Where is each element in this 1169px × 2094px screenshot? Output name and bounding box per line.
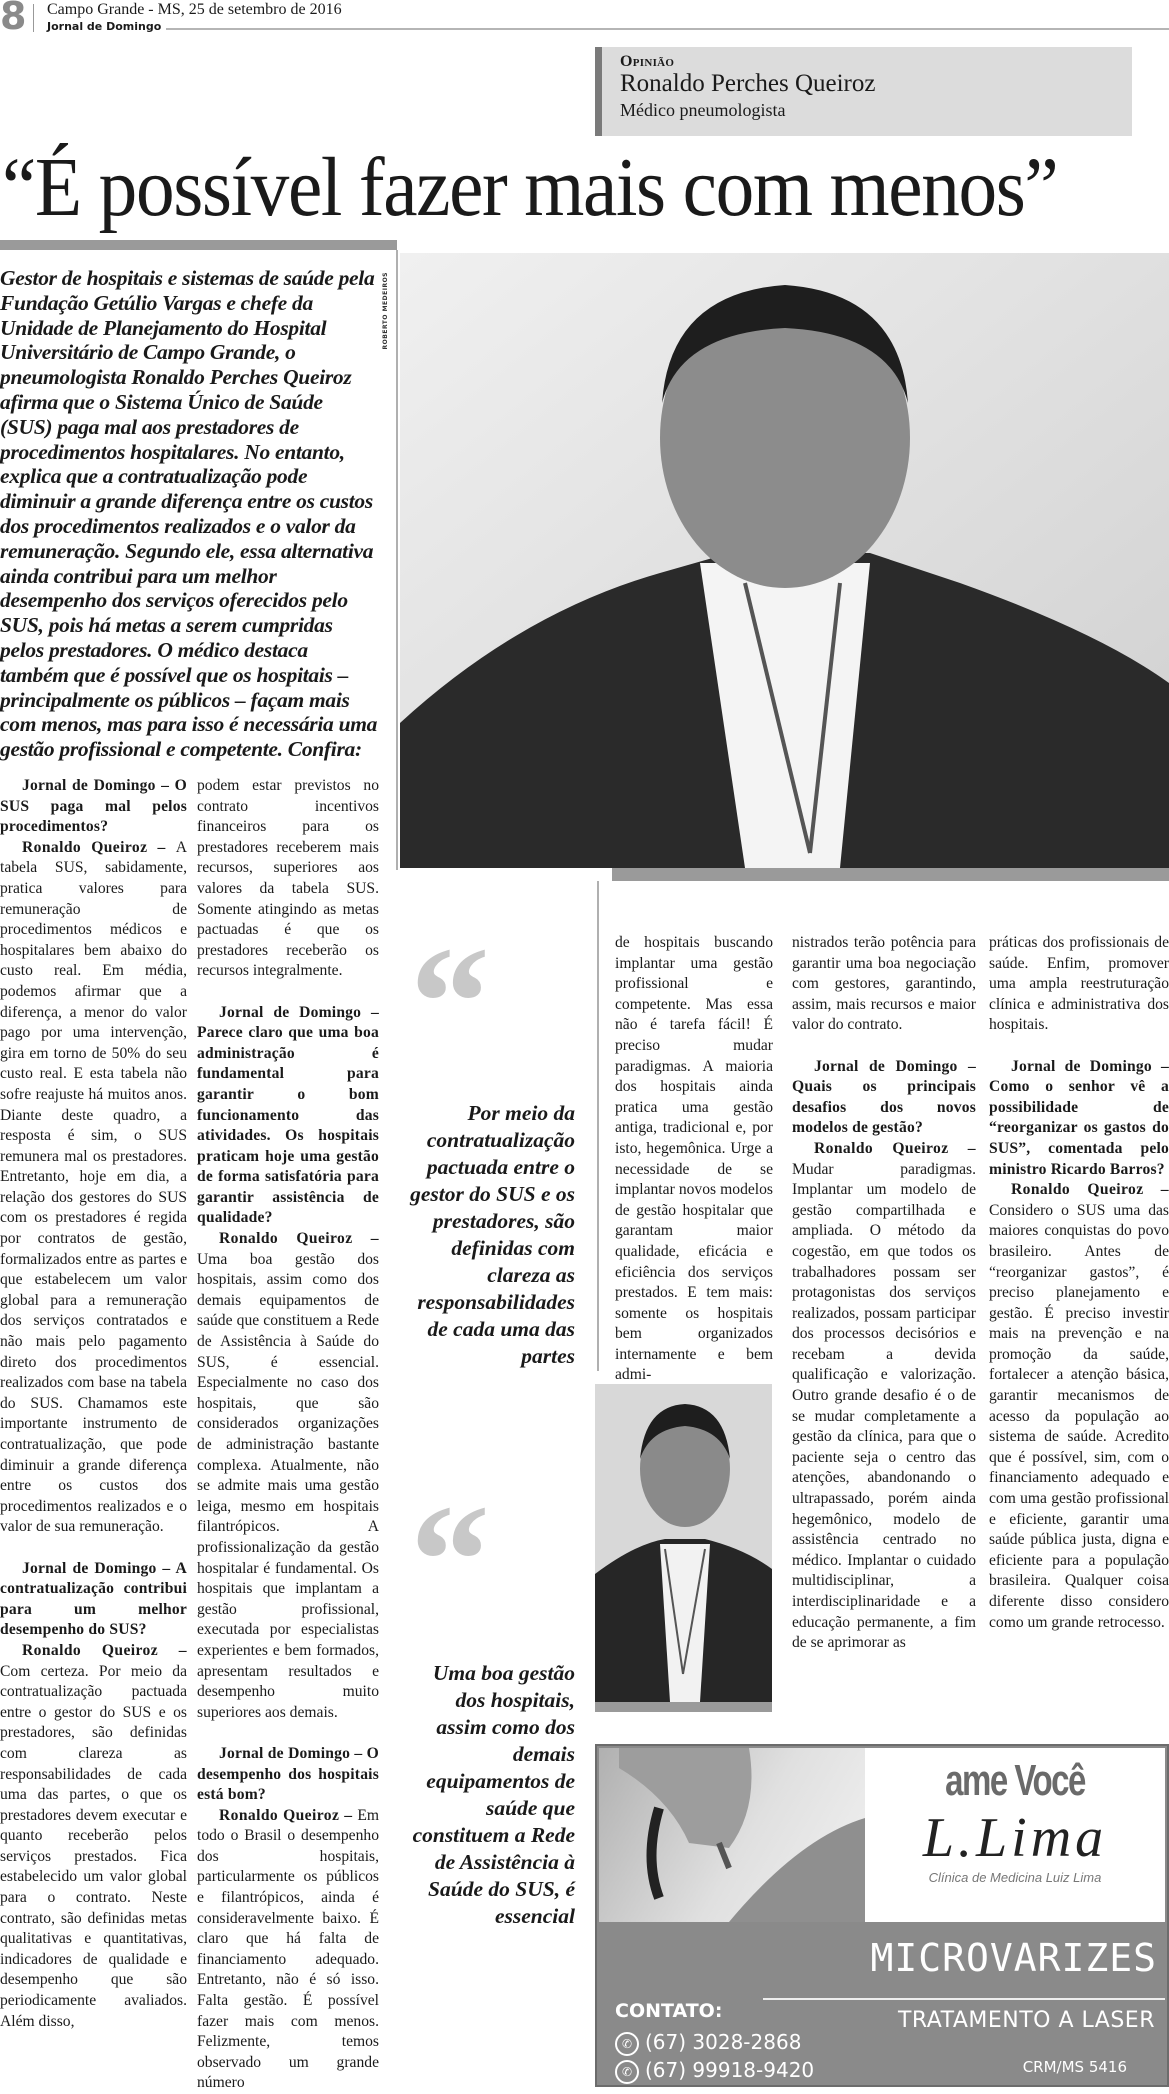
answer bbox=[0, 838, 187, 1538]
dateline: Campo Grande - MS, 25 de setembro de 2016 bbox=[47, 1, 342, 18]
answer-text: A tabela SUS, sabidamente, pratica valores para remuneração de procedimentos médicos e hospitalares bem abaixo do custo real. Em média, podemos afirmar que a diferença, a menor do valor pago por uma intervenção, gira em torno de 50% do seu custo real. E esta tabela não sofre reajuste há muitos anos. Diante deste quadro, a resposta é sim, o SUS remunera mal os prestadores. Entretanto, hoje em dia, a relação dos gestores do SUS com os prestadores é regida por contratos de gestão, formalizados entre as partes e que estabelecem um valor global para a remuneração dos serviços contratados e não mais pelo pagamento direto dos procedimentos realizados com base na tabela do SUS. Chamamos este importante instrumento de contratualização, que pode diminuir a grande diferença entre os custos dos procedimentos realizados e o valor de sua remuneração. bbox=[0, 838, 187, 1536]
question: Jornal de Domingo – Parece claro que uma boa administração é fundamental para garantir o bom funcionamento das atividades. Os hospitais praticam hoje uma gestão de forma satisfatória para garantir assistência de qualidade? bbox=[197, 1003, 379, 1227]
author-name: Ronaldo Perches Queiroz bbox=[620, 70, 876, 97]
question: Jornal de Domingo – Como o senhor vê a possibilidade de “reorganizar os gastos do SUS”, comentada pelo ministro Ricardo Barros? bbox=[989, 1057, 1169, 1178]
question: Jornal de Domingo – O desempenho dos hospitais está bom? bbox=[197, 1744, 379, 1804]
advertisement[interactable] bbox=[595, 1744, 1169, 2087]
whatsapp-text: (67) 99918-9420 bbox=[645, 2058, 815, 2082]
answer-text: Em todo o Brasil o desempenho dos hospitais, particularmente os públicos e filantrópicos, ainda é consideravelmente baixo. É claro que há falta de financiamento adequado. Entretanto, não é só isso. Falta gestão. É possível fazer mais com menos. Felizmente, temos observado um grande número bbox=[197, 1806, 379, 2092]
pull-quote: Uma boa gestão dos hospitais, assim como dos demais equipamentos de saúde que constituem a Rede de Assistência à Saúde do SUS, é essencial bbox=[412, 1661, 575, 1928]
crm-number: CRM/MS 5416 bbox=[1022, 2058, 1127, 2076]
clinic-logo-text: L.Lima bbox=[922, 1807, 1108, 1869]
answer bbox=[0, 1641, 187, 2032]
ad-photo bbox=[599, 1748, 865, 1922]
portrait-image bbox=[595, 1384, 772, 1702]
ad-divider bbox=[763, 1998, 1165, 2000]
article-column-2 bbox=[197, 776, 379, 2094]
answer-text: Considero o SUS uma das maiores conquistas do povo brasileiro. Antes de “reorganizar gastos”, é preciso planejamento e gestão. É preciso investir mais na prevenção e na promoção da saúde, fortalecer a atenção básica, garantir mecanismos de acesso da população ao sistema de saúde. Acredito que é possível, sim, com o financiamento adequado e com uma gestão profissional e eficiente, garantir uma saúde pública justa, digna e eficiente para a população brasileira. Qualquer coisa diferente disso considero como um grande retrocesso. bbox=[989, 1201, 1169, 1631]
photo-bar bbox=[595, 1702, 772, 1712]
clinic-logo bbox=[865, 1748, 1165, 1922]
section-label: Opinião bbox=[620, 53, 675, 70]
intro-text: Gestor de hospitais e sistemas de saúde pela Fundação Getúlio Vargas e chefe da Unidade de Planejamento do Hospital Universitário de Campo Grande, o pneumologista Ronaldo Perches Queiroz afirma que o Sistema Único de Saúde (SUS) paga mal aos prestadores de procedimentos hospitalares. No entanto, explica que a contratualização pode diminuir a grande diferença entre os custos dos procedimentos realizados e o valor da remuneração. Segundo ele, essa alternativa ainda contribui para um melhor desempenho dos serviços oferecidos pelo SUS, pois há metas a serem cumpridas pelos prestadores. O médico destaca também que é possível que os hospitais – principalmente os públicos – façam mais com menos, mas para isso é necessária uma gestão profissional e competente. Confira: bbox=[0, 266, 378, 762]
answer bbox=[197, 1229, 379, 1723]
column-rule bbox=[597, 881, 599, 1371]
article-column-1 bbox=[0, 776, 187, 2032]
article-column-3 bbox=[615, 933, 773, 1386]
paragraph: podem estar previstos no contrato incentivos financeiros para os prestadores receberem mais recursos, superiores aos valores da tabela SUS. Somente atingindo as metas pactuadas é que os prestadores receberão os recursos integralmente. bbox=[197, 777, 379, 980]
ad-tagline: TRATAMENTO A LASER bbox=[897, 2008, 1155, 2033]
phone-text: (67) 3028-2868 bbox=[645, 2030, 802, 2054]
page-number: 8 bbox=[0, 0, 27, 38]
secondary-photo bbox=[595, 1384, 772, 1702]
answer-text: Mudar paradigmas. Implantar um modelo de gestão compartilhada e ampliada. O método da cogestão, em que todos os trabalhadores possam ser protagonistas dos serviços realizados, possam participar dos processos decisórios e recebam a devida qualificação e valorização. Outro grande desafio é o de se mudar completamente a gestão da clínica, para que o paciente seja o centro das atenções, abandonando o ultrapassado, porém ainda hegemônico, modelo de assistência centrado no médico. Implantar o cuidado multidisciplinar, a interdisciplinaridade e a educação permanente, a fim de se aprimorar as bbox=[792, 1160, 976, 1652]
header-rule bbox=[166, 28, 1169, 30]
answer bbox=[197, 1806, 379, 2094]
answer-lead: Ronaldo Queiroz – bbox=[1011, 1181, 1169, 1199]
question: Jornal de Domingo – O SUS paga mal pelos procedimentos? bbox=[0, 777, 187, 836]
answer bbox=[989, 1180, 1169, 1633]
phone-icon: ✆ bbox=[615, 2032, 639, 2056]
answer-lead: Ronaldo Queiroz – bbox=[22, 838, 176, 856]
article-column-4 bbox=[792, 933, 976, 1654]
whatsapp-number[interactable] bbox=[615, 2058, 814, 2084]
photo-credit: ROBERTO MEDEIROS bbox=[382, 272, 389, 350]
answer bbox=[792, 1139, 976, 1654]
contact-label: CONTATO: bbox=[615, 2000, 723, 2022]
paragraph: práticas dos profissionais de saúde. Enfim, promover uma ampla reestruturação clínica e administrativa dos hospitais. bbox=[989, 934, 1169, 1034]
answer-lead: Ronaldo Queiroz – bbox=[22, 1641, 187, 1659]
answer-text: Uma boa gestão dos hospitais, assim como dos demais equipamentos de saúde que constituem a Rede de Assistência à Saúde do SUS, é essencial. Especialmente no caso dos hospitais, que são considerados organizações de administração bastante complexa. Atualmente, não se admite mais uma gestão leiga, mesmo em hospitais filantrópicos. A profissionalização da gestão hospitalar é fundamental. Os hospitais que implantam a gestão profissional, executada por especialistas experientes e bem formados, apresentam resultados e desempenho muito superiores aos demais. bbox=[197, 1250, 379, 1721]
clinic-name: Clínica de Medicina Luiz Lima bbox=[928, 1870, 1102, 1885]
paragraph: nistrados terão potência para garantir uma boa negociação com gestores, garantindo, assim, mais recursos e maior valor do contrato. bbox=[792, 934, 976, 1034]
question: Jornal de Domingo – Quais os principais desafios dos novos modelos de gestão? bbox=[792, 1057, 976, 1137]
ad-service: MICROVARIZES bbox=[870, 1936, 1157, 1980]
quote-mark-icon: “ bbox=[410, 1471, 490, 1649]
main-photo bbox=[400, 253, 1169, 868]
question: Jornal de Domingo – A contratualização contribui para um melhor desempenho do SUS? bbox=[0, 1559, 187, 1639]
phone-number[interactable] bbox=[615, 2030, 801, 2056]
headline: “É possível fazer mais com menos” bbox=[2, 141, 1058, 234]
header-separator bbox=[33, 4, 34, 32]
answer-lead: Ronaldo Queiroz – bbox=[219, 1806, 358, 1824]
newspaper-name: Jornal de Domingo bbox=[47, 20, 162, 33]
laser-treatment-image bbox=[599, 1748, 865, 1922]
answer-text: Com certeza. Por meio da contratualização pactuada entre o gestor do SUS e os prestadores, são definidas com clareza as responsabilidades de cada uma das partes, o que os prestadores devem executar e quanto receberão pelos serviços prestados. Fica estabelecido um valor global para o contrato. Neste contrato, são definidas metas qualitativas e quantitativas, indicadores de qualidade e desempenho que são periodicamente avaliados. Além disso, bbox=[0, 1662, 187, 2030]
brand-logo: ame Você bbox=[945, 1756, 1085, 1805]
author-role: Médico pneumologista bbox=[620, 100, 786, 120]
photo-bar bbox=[612, 868, 1169, 881]
opinion-box bbox=[595, 47, 1132, 136]
answer-lead: Ronaldo Queiroz – bbox=[219, 1230, 379, 1248]
portrait-image bbox=[400, 253, 1169, 868]
column-rule bbox=[396, 250, 398, 870]
pull-quote: Por meio da contratualização pactuada entre o gestor do SUS e os prestadores, são definidas com clareza as responsabilidades de cada uma das partes bbox=[410, 1101, 575, 1368]
answer-lead: Ronaldo Queiroz – bbox=[814, 1139, 976, 1157]
quote-mark-icon: “ bbox=[410, 913, 490, 1091]
whatsapp-icon: ✆ bbox=[615, 2060, 639, 2084]
headline-bar bbox=[0, 240, 397, 250]
article-column-5 bbox=[989, 933, 1169, 1633]
paragraph: de hospitais buscando implantar uma gestão profissional e competente. Mas essa não é tarefa fácil! É preciso mudar paradigmas. A maioria dos hospitais ainda pratica uma gestão antiga, tradicional e, por isto, hegemônica. Urge a necessidade de se implantar novos modelos de gestão hospitalar que garantam maior qualidade, eficácia e eficiência dos serviços prestados. E tem mais: somente os hospitais bem organizados internamente e bem admi- bbox=[615, 934, 773, 1384]
